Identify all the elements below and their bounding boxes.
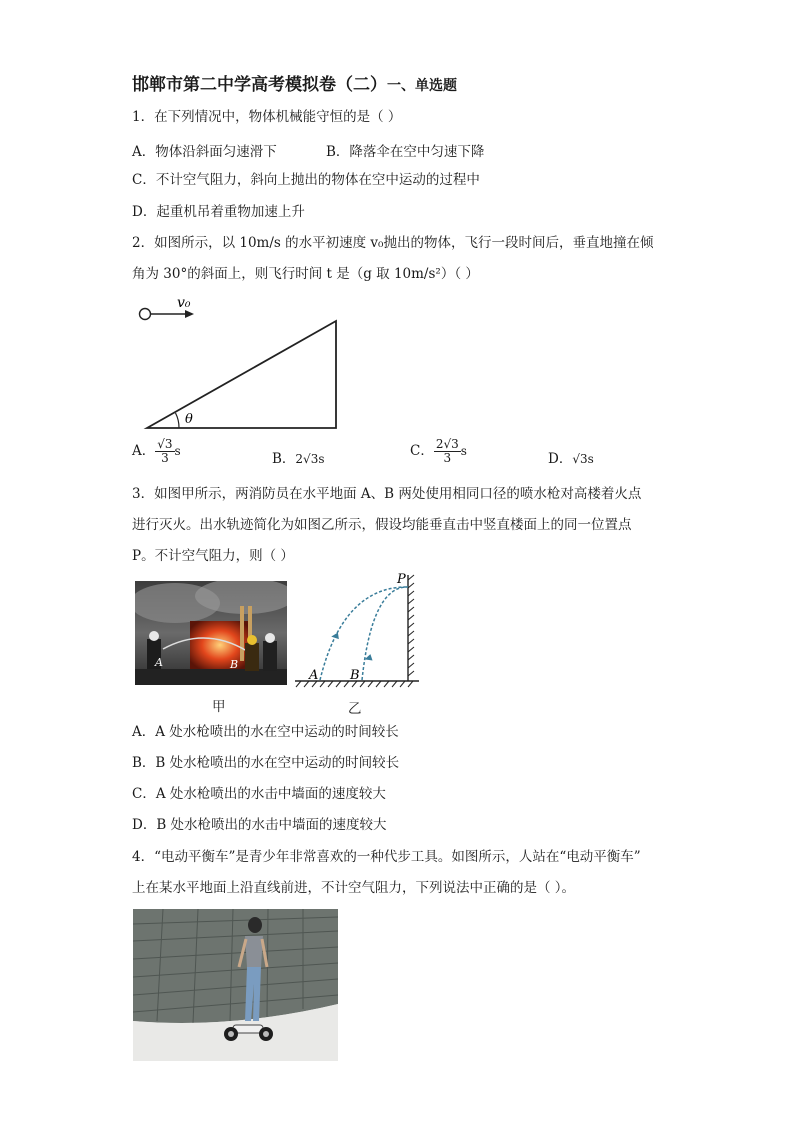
q2-stem-line1: 2．如图所示，以 10m/s 的水平初速度 v₀抛出的物体，飞行一段时间后，垂直地撞在倾	[132, 235, 654, 251]
point-p-label: P	[397, 572, 406, 587]
point-a-label: A	[309, 668, 319, 683]
q1-option-b: B．降落伞在空中匀速下降	[326, 144, 485, 160]
point-b-label: B	[350, 668, 360, 683]
firefighter-photo	[135, 581, 287, 685]
q1-option-d: D．起重机吊着重物加速上升	[132, 204, 305, 220]
q3-option-d: D．B 处水枪喷出的水击中墙面的速度较大	[132, 817, 387, 833]
q3-option-b: B．B 处水枪喷出的水在空中运动的时间较长	[132, 755, 400, 771]
photo-label-b: B	[230, 658, 239, 671]
person-head	[248, 917, 262, 933]
q3-option-a: A．A 处水枪喷出的水在空中运动的时间较长	[132, 724, 399, 740]
q4-stem-line2: 上在某水平地面上沿直线前进，不计空气阻力，下列说法中正确的是（ ）。	[132, 880, 576, 896]
q3-option-c: C．A 处水枪喷出的水击中墙面的速度较大	[132, 786, 386, 802]
fraction-2sqrt3-over-3: $\frac{2√3}{3}$	[435, 437, 459, 465]
photo-label-a: A	[155, 656, 163, 669]
angle-arc	[176, 413, 180, 428]
exam-title: 邯郸市第二中学高考模拟卷（二）	[132, 75, 387, 95]
theta-label: θ	[185, 412, 193, 427]
q3-stem-line2: 进行灭火。出水轨迹简化为如图乙所示，假设均能垂直击中竖直楼面上的同一位置点	[132, 517, 632, 533]
trajectory-diagram	[295, 570, 425, 690]
q3-stem-line1: 3．如图甲所示，两消防员在水平地面 A、B 两处使用相同口径的喷水枪对高楼着火点	[132, 486, 642, 502]
q2-option-a: A． $\frac{√3}{3}$ s	[132, 437, 181, 465]
incline-triangle	[147, 321, 336, 428]
v0-label: v₀	[177, 295, 191, 311]
q3-stem-line3: P。不计空气阻力，则（ ）	[132, 548, 294, 564]
trajectory-a	[320, 587, 408, 680]
balance-scooter-photo	[133, 909, 338, 1061]
page-title	[132, 70, 457, 95]
q2-option-d: D．√3s	[548, 451, 594, 467]
q1-stem: 1．在下列情况中，物体机械能守恒的是（ ）	[132, 109, 402, 125]
ladder	[240, 606, 244, 661]
q2-option-c: C． $\frac{2√3}{3}$ s	[410, 437, 467, 465]
person-shirt	[245, 936, 263, 967]
section-heading: 一、单选题	[387, 78, 457, 94]
arrow-a	[331, 631, 340, 639]
figure-label-yi: 乙	[348, 701, 362, 717]
q1-option-a: A．物体沿斜面匀速滑下	[132, 144, 277, 160]
fraction-sqrt3-over-3: $\frac{√3}{3}$	[157, 437, 173, 465]
q4-stem-line1: 4．“电动平衡车”是青少年非常喜欢的一种代步工具。如图所示，人站在“电动平衡车”	[132, 849, 641, 865]
q2-stem-line2: 角为 30°的斜面上，则飞行时间 t 是（g 取 10m/s²）（ ）	[132, 266, 479, 282]
wall-hatching	[408, 575, 414, 676]
trajectory-b	[362, 587, 408, 680]
q1-option-c: C．不计空气阻力，斜向上抛出的物体在空中运动的过程中	[132, 172, 480, 188]
firefighter-b	[245, 643, 259, 671]
velocity-arrowhead	[185, 310, 194, 318]
q2-incline-figure	[132, 290, 347, 435]
curved-wall	[133, 909, 338, 1023]
q2-option-b: B．2√3s	[272, 451, 325, 467]
figure-label-jia: 甲	[212, 699, 226, 715]
projectile-ball	[140, 309, 151, 320]
